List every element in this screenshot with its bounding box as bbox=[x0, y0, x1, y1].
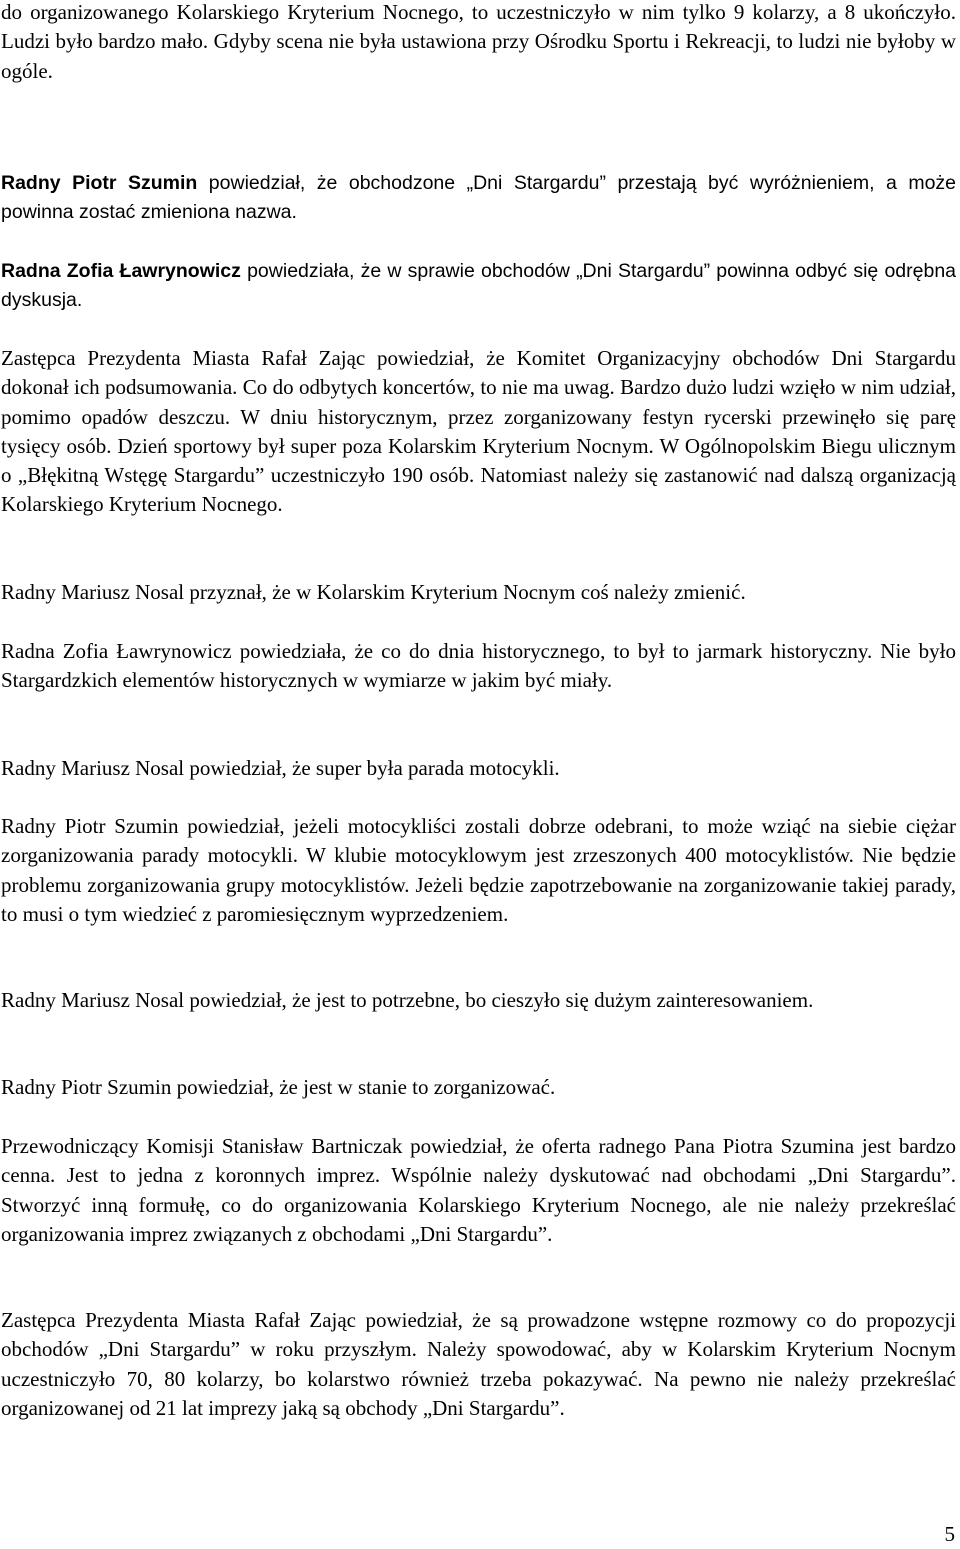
speaker-name: Radny Mariusz Nosal bbox=[1, 580, 185, 604]
paragraph-text: do organizowanego Kolarskiego Kryterium Nocnego, to uczestniczyło w nim tylko 9 kolarzy, a 8 ukończyło. Ludzi było bardzo mało. Gdyby scena nie była ustawiona przy Ośrodku Sportu i Rekreacji, to ludzi nie byłoby w ogóle. bbox=[1, 0, 956, 83]
paragraph-text: powiedział, że jest w stanie to zorganizować. bbox=[171, 1075, 556, 1099]
speaker-name: Radny Piotr Szumin bbox=[1, 1075, 172, 1099]
speaker-name: Radny Mariusz Nosal bbox=[1, 988, 185, 1012]
paragraph-zajac-1 bbox=[1, 344, 956, 520]
paragraph-text: powiedział, że super była parada motocykli. bbox=[184, 756, 560, 780]
speaker-name: Radny Piotr Szumin bbox=[1, 814, 179, 838]
paragraph-text: powiedział, że oferta radnego Pana Piotra Szumina jest bardzo cenna. Jest to jedna z koronnych imprez. Wspólnie należy dyskutować nad obchodami „Dni Stargardu”. Stworzyć inną formułę, co do organizowania Kolarskiego Kryterium Nocnego, ale nie należy przekreślać organizowania imprez związanych z obchodami „Dni Stargardu”. bbox=[1, 1134, 957, 1246]
paragraph-nosal-3 bbox=[1, 986, 956, 1015]
paragraph-szumin-2 bbox=[1, 812, 956, 929]
paragraph-text: powiedział, że jest to potrzebne, bo cieszyło się dużym zainteresowaniem. bbox=[184, 988, 814, 1012]
paragraph-zajac-2 bbox=[1, 1306, 956, 1423]
speaker-name: Radna Zofia Ławrynowicz bbox=[1, 639, 232, 663]
paragraph-lawrynowicz-1 bbox=[1, 257, 956, 316]
paragraph-nosal-1 bbox=[1, 578, 956, 607]
paragraph-text: powiedział, że Komitet Organizacyjny obchodów Dni Stargardu dokonał ich podsumowania. Co do odbytych koncertów, to nie ma uwag. Bardzo dużo ludzi wzięło w nim udział, pomimo opadów deszczu. W dniu historycznym, przez zorganizowany festyn rycerski przewinęło się parę tysięcy osób. Dzień sportowy był super poza Kolarskim Kryterium Nocnym. W Ogólnopolskim Biegu ulicznym o „Błękitną Wstęgę Stargardu” uczestniczyło 190 osób. Natomiast należy się zastanowić nad dalszą organizacją Kolarskiego Kryterium Nocnego. bbox=[1, 346, 957, 517]
paragraph-text: przyznał, że w Kolarskim Kryterium Nocnym coś należy zmienić. bbox=[184, 580, 746, 604]
speaker-name: Przewodniczący Komisji Stanisław Bartniczak bbox=[1, 1134, 403, 1158]
speaker-name: Zastępca Prezydenta Miasta Rafał Zając bbox=[1, 346, 366, 370]
speaker-name: Radny Piotr Szumin bbox=[1, 172, 198, 194]
paragraph-intro bbox=[1, 0, 956, 86]
paragraph-szumin-3 bbox=[1, 1073, 956, 1102]
paragraph-lawrynowicz-2 bbox=[1, 637, 956, 696]
paragraph-text: powiedział, że obchodzone „Dni Stargardu” przestają być wyróżnieniem, a może powinna zostać zmieniona nazwa. bbox=[1, 172, 957, 224]
paragraph-text: powiedział, że są prowadzone wstępne rozmowy co do propozycji obchodów „Dni Stargardu” w roku przyszłym. Należy spowodować, aby w Kolarskim Kryterium Nocnym uczestniczyło 70, 80 kolarzy, bo kolarstwo również trzeba pokazywać. Na pewno nie należy przekreślać organizowanej od 21 lat imprezy jaką są obchody „Dni Stargardu”. bbox=[1, 1308, 957, 1420]
page-number: 5 bbox=[944, 1522, 955, 1546]
speaker-name: Radny Mariusz Nosal bbox=[1, 756, 185, 780]
paragraph-text: powiedziała, że co do dnia historycznego, to był to jarmark historyczny. Nie było Stargardzkich elementów historycznych w wymiarze w jakim być miały. bbox=[1, 639, 956, 693]
speaker-name: Radna Zofia Ławrynowicz bbox=[1, 260, 241, 282]
paragraph-text: powiedziała, że w sprawie obchodów „Dni Stargardu” powinna odbyć się odrębna dyskusja. bbox=[1, 260, 957, 312]
paragraph-bartniczak bbox=[1, 1132, 956, 1249]
paragraph-nosal-2 bbox=[1, 754, 956, 783]
speaker-name: Zastępca Prezydenta Miasta Rafał Zając bbox=[1, 1308, 356, 1332]
paragraph-text: powiedział, jeżeli motocykliści zostali dobrze odebrani, to może wziąć na siebie ciężar zorganizowania parady motocykli. W klubie motocyklowym jest zrzeszonych 400 motocyklistów. Nie będzie problemu zorganizowania grupy motocyklistów. Jeżeli będzie zapotrzebowanie na zorganizowanie takiej parady, to musi o tym wiedzieć z paromiesięcznym wyprzedzeniem. bbox=[1, 814, 956, 926]
paragraph-szumin-1 bbox=[1, 169, 956, 228]
